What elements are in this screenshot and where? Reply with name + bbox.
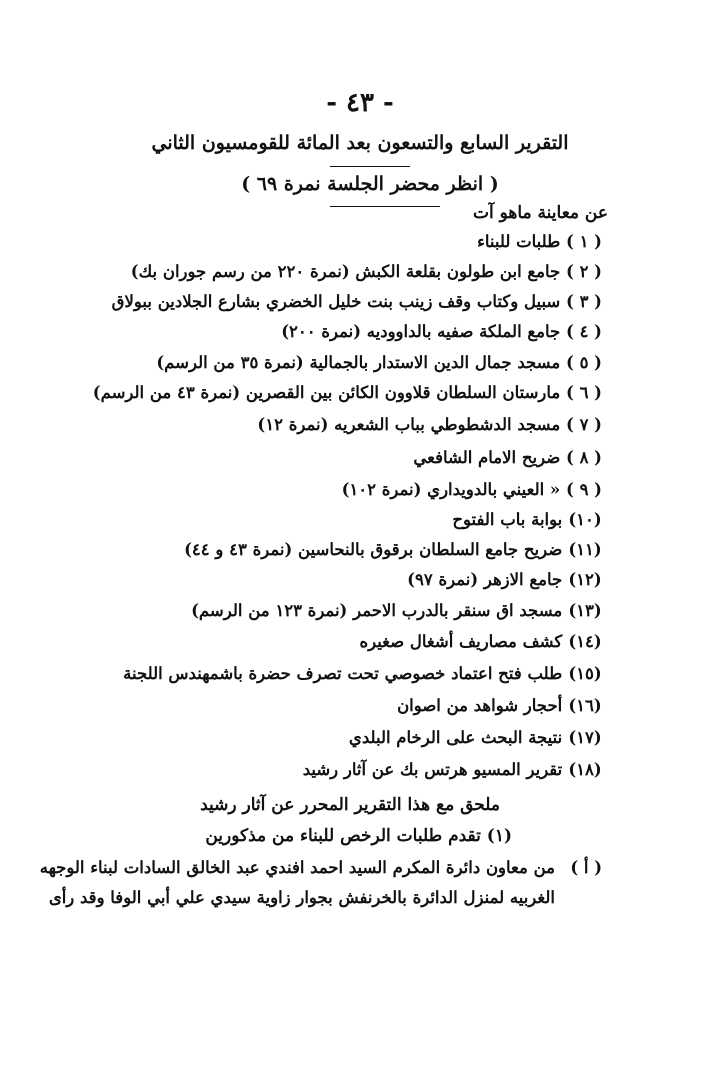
list-item bbox=[397, 696, 602, 715]
paragraph-marker: ( أ ) bbox=[570, 858, 602, 877]
list-item bbox=[303, 760, 602, 779]
report-title: التقرير السابع والتسعون بعد المائة للقومسيون الثاني bbox=[151, 132, 569, 154]
item-number: (١٤) bbox=[568, 632, 602, 651]
page-number: - ٤٣ - bbox=[326, 88, 394, 118]
item-text: مسجد الدشطوطي بباب الشعريه (نمرة ١٢) bbox=[257, 415, 561, 434]
item-text: « العيني بالدويداري (نمرة ١٠٢) bbox=[341, 480, 561, 499]
item-text: نتيجة البحث على الرخام البلدي bbox=[348, 728, 563, 747]
item-number: (١٥) bbox=[568, 664, 602, 683]
item-text: مارستان السلطان قلاوون الكائن بين القصرين (نمرة ٤٣ من الرسم) bbox=[92, 383, 561, 402]
list-item bbox=[156, 353, 602, 372]
list-item bbox=[123, 664, 602, 683]
sub-heading: (١) تقدم طلبات الرخص للبناء من مذكورين bbox=[205, 826, 512, 846]
list-item bbox=[281, 322, 602, 341]
item-number: (١٦) bbox=[568, 696, 602, 715]
item-number: ( ٦ ) bbox=[566, 383, 602, 402]
item-text: تقرير المسيو هرتس بك عن آثار رشيد bbox=[302, 760, 563, 779]
list-item bbox=[93, 383, 602, 402]
subtitle-underline bbox=[330, 206, 440, 207]
item-number: (١١) bbox=[568, 540, 602, 559]
item-text: طلبات للبناء bbox=[477, 232, 561, 251]
paragraph-line: من معاون دائرة المكرم السيد احمد افندي عبد الخالق السادات لبناء الوجهه bbox=[39, 858, 555, 877]
intro-line: عن معاينة ماهو آت bbox=[472, 203, 608, 223]
list-item bbox=[452, 510, 602, 529]
item-number: (١٣) bbox=[568, 601, 602, 620]
list-item bbox=[257, 415, 602, 434]
item-number: ( ٧ ) bbox=[566, 415, 602, 434]
item-text: سبيل وكتاب وقف زينب بنت خليل الخضري بشارع الجلادين ببولاق bbox=[111, 292, 561, 311]
item-number: (١٧) bbox=[568, 728, 602, 747]
title-divider bbox=[330, 166, 410, 167]
list-item bbox=[477, 232, 602, 251]
paragraph-line: الغربيه لمنزل الدائرة بالخرنفش بجوار زاوية سيدي علي أبي الوفا وقد رأى bbox=[48, 888, 555, 907]
item-text: جامع الملكة صفيه بالداووديه (نمرة ٢٠٠) bbox=[281, 322, 561, 341]
list-item bbox=[359, 632, 602, 651]
list-item bbox=[413, 448, 602, 467]
item-text: بوابة باب الفتوح bbox=[452, 510, 563, 529]
item-number: (١٠) bbox=[568, 510, 602, 529]
item-text: جامع ابن طولون بقلعة الكبش (نمرة ٢٢٠ من رسم جوران بك) bbox=[130, 262, 561, 281]
item-number: ( ٩ ) bbox=[566, 480, 602, 499]
item-number: (١٨) bbox=[568, 760, 602, 779]
list-item bbox=[349, 728, 602, 747]
item-text: كشف مصاريف أشغال صغيره bbox=[359, 632, 563, 651]
appendix-heading: ملحق مع هذا التقرير المحرر عن آثار رشيد bbox=[200, 795, 500, 815]
list-item bbox=[407, 570, 602, 589]
item-text: ضريح جامع السلطان برقوق بالنحاسين (نمرة ٤٣ و ٤٤) bbox=[184, 540, 563, 559]
item-number: ( ٤ ) bbox=[566, 322, 602, 341]
item-number: ( ٥ ) bbox=[566, 353, 602, 372]
item-text: أحجار شواهد من اصوان bbox=[397, 696, 563, 715]
item-number: (١٢) bbox=[568, 570, 602, 589]
item-text: جامع الازهر (نمرة ٩٧) bbox=[407, 570, 563, 589]
item-text: ضريح الامام الشافعي bbox=[413, 448, 561, 467]
list-item bbox=[191, 601, 602, 620]
item-text: مسجد اق سنقر بالدرب الاحمر (نمرة ١٢٣ من الرسم) bbox=[191, 601, 563, 620]
list-item bbox=[131, 262, 602, 281]
item-number: ( ١ ) bbox=[566, 232, 602, 251]
item-number: ( ٣ ) bbox=[566, 292, 602, 311]
item-text: طلب فتح اعتماد خصوصي تحت تصرف حضرة باشمهندس اللجنة bbox=[123, 664, 563, 683]
item-number: ( ٢ ) bbox=[566, 262, 602, 281]
list-item bbox=[184, 540, 602, 559]
list-item bbox=[342, 480, 602, 499]
report-subtitle: ( انظر محضر الجلسة نمرة ٦٩ ) bbox=[241, 173, 499, 195]
list-item bbox=[112, 292, 602, 311]
item-number: ( ٨ ) bbox=[566, 448, 602, 467]
item-text: مسجد جمال الدين الاستدار بالجمالية (نمرة ٣٥ من الرسم) bbox=[156, 353, 561, 372]
